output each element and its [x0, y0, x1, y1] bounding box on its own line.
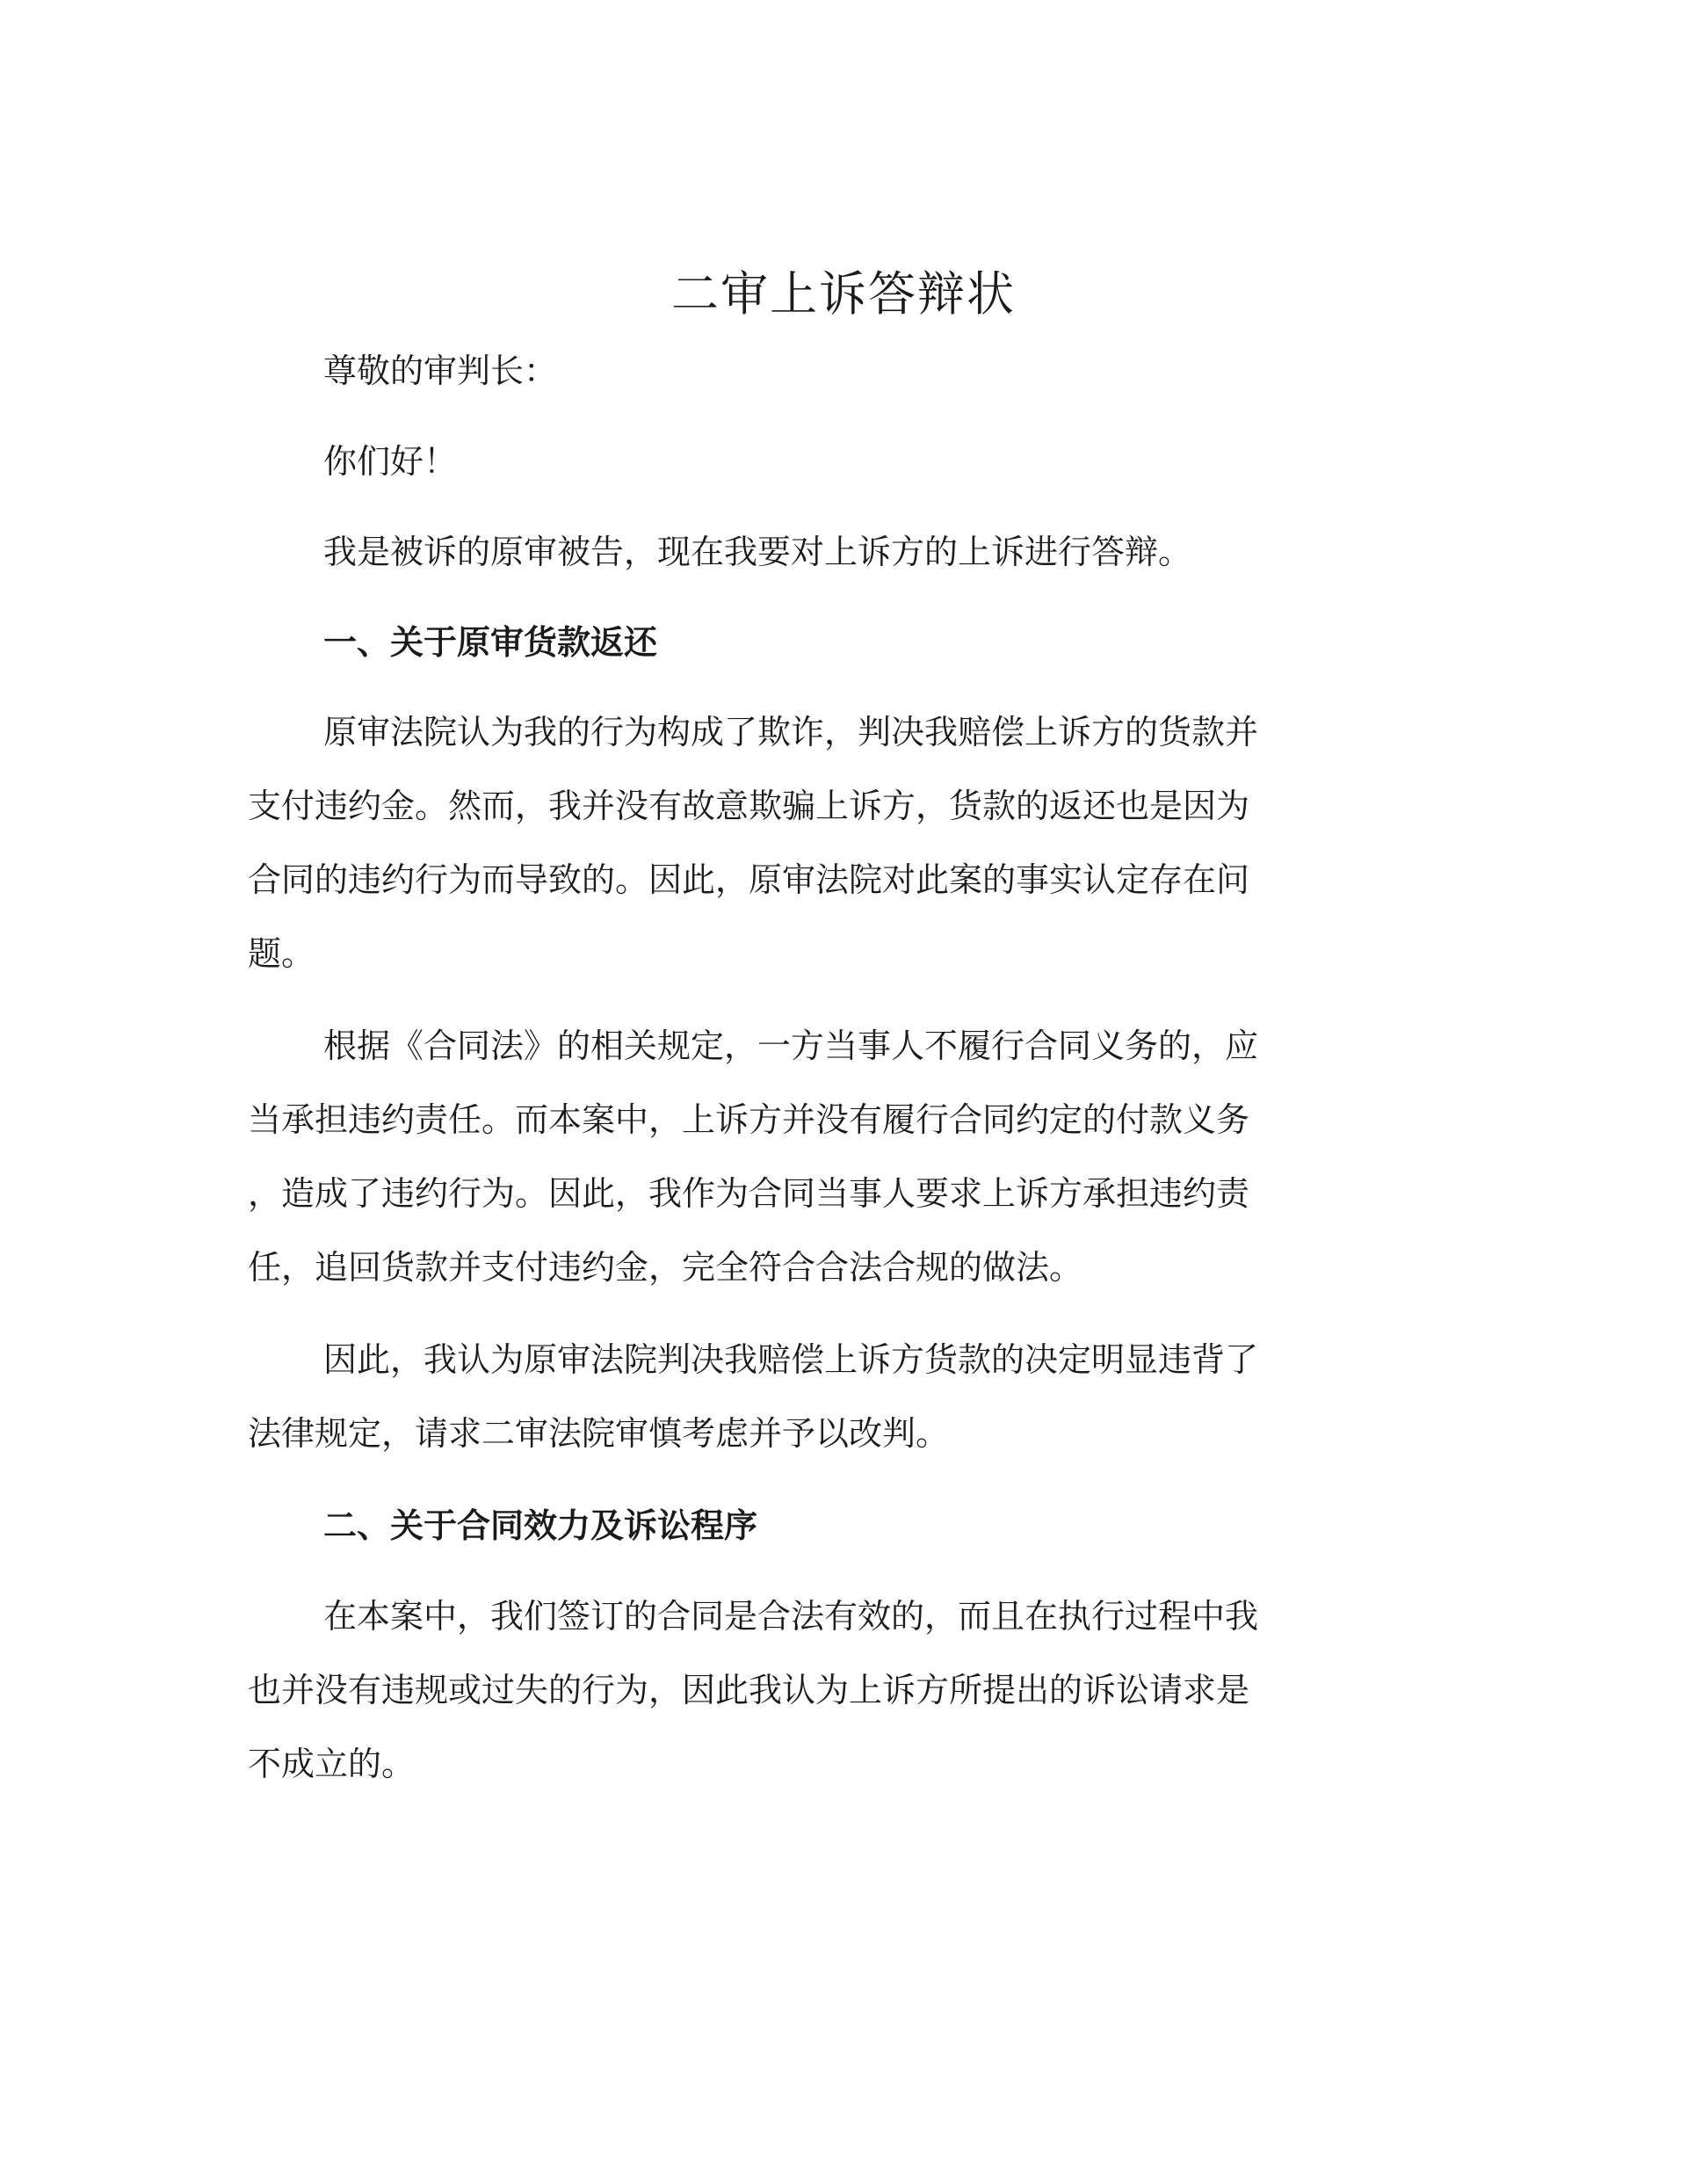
section-2-paragraph-1-line-3: 不成立的。	[248, 1745, 416, 1783]
section-2-heading: 二、关于合同效力及诉讼程序	[323, 1506, 758, 1545]
section-1-paragraph-1-line-2: 支付违约金。然而，我并没有故意欺骗上诉方，货款的返还也是因为	[248, 787, 1250, 825]
greeting: 你们好！	[323, 442, 458, 481]
section-1-heading: 一、关于原审货款返还	[323, 622, 658, 662]
section-1-paragraph-3-line-2: 法律规定，请求二审法院审慎考虑并予以改判。	[248, 1414, 950, 1453]
intro-paragraph: 我是被诉的原审被告，现在我要对上诉方的上诉进行答辩。	[323, 533, 1192, 571]
section-1-paragraph-2-line-3: ，造成了违约行为。因此，我作为合同当事人要求上诉方承担违约责	[248, 1174, 1250, 1213]
section-1-paragraph-1-line-3: 合同的违约行为而导致的。因此，原审法院对此案的事实认定存在问	[248, 860, 1250, 899]
section-1-paragraph-2-line-4: 任，追回货款并支付违约金，完全符合合法合规的做法。	[248, 1248, 1083, 1287]
section-2-paragraph-1-line-2: 也并没有违规或过失的行为，因此我认为上诉方所提出的诉讼请求是	[248, 1671, 1250, 1709]
document-title: 二审上诉答辩状	[671, 266, 1016, 322]
section-1-paragraph-2-line-2: 当承担违约责任。而本案中，上诉方并没有履行合同约定的付款义务	[248, 1100, 1250, 1139]
section-1-paragraph-2-line-1: 根据《合同法》的相关规定，一方当事人不履行合同义务的，应	[323, 1027, 1259, 1065]
section-1-paragraph-1-line-4: 题。	[248, 934, 315, 973]
section-1-paragraph-1-line-1: 原审法院认为我的行为构成了欺诈，判决我赔偿上诉方的货款并	[323, 713, 1259, 751]
section-1-paragraph-3-line-1: 因此，我认为原审法院判决我赔偿上诉方货款的决定明显违背了	[323, 1340, 1259, 1379]
salutation: 尊敬的审判长：	[323, 352, 558, 390]
section-2-paragraph-1-line-1: 在本案中，我们签订的合同是合法有效的，而且在执行过程中我	[323, 1597, 1259, 1636]
